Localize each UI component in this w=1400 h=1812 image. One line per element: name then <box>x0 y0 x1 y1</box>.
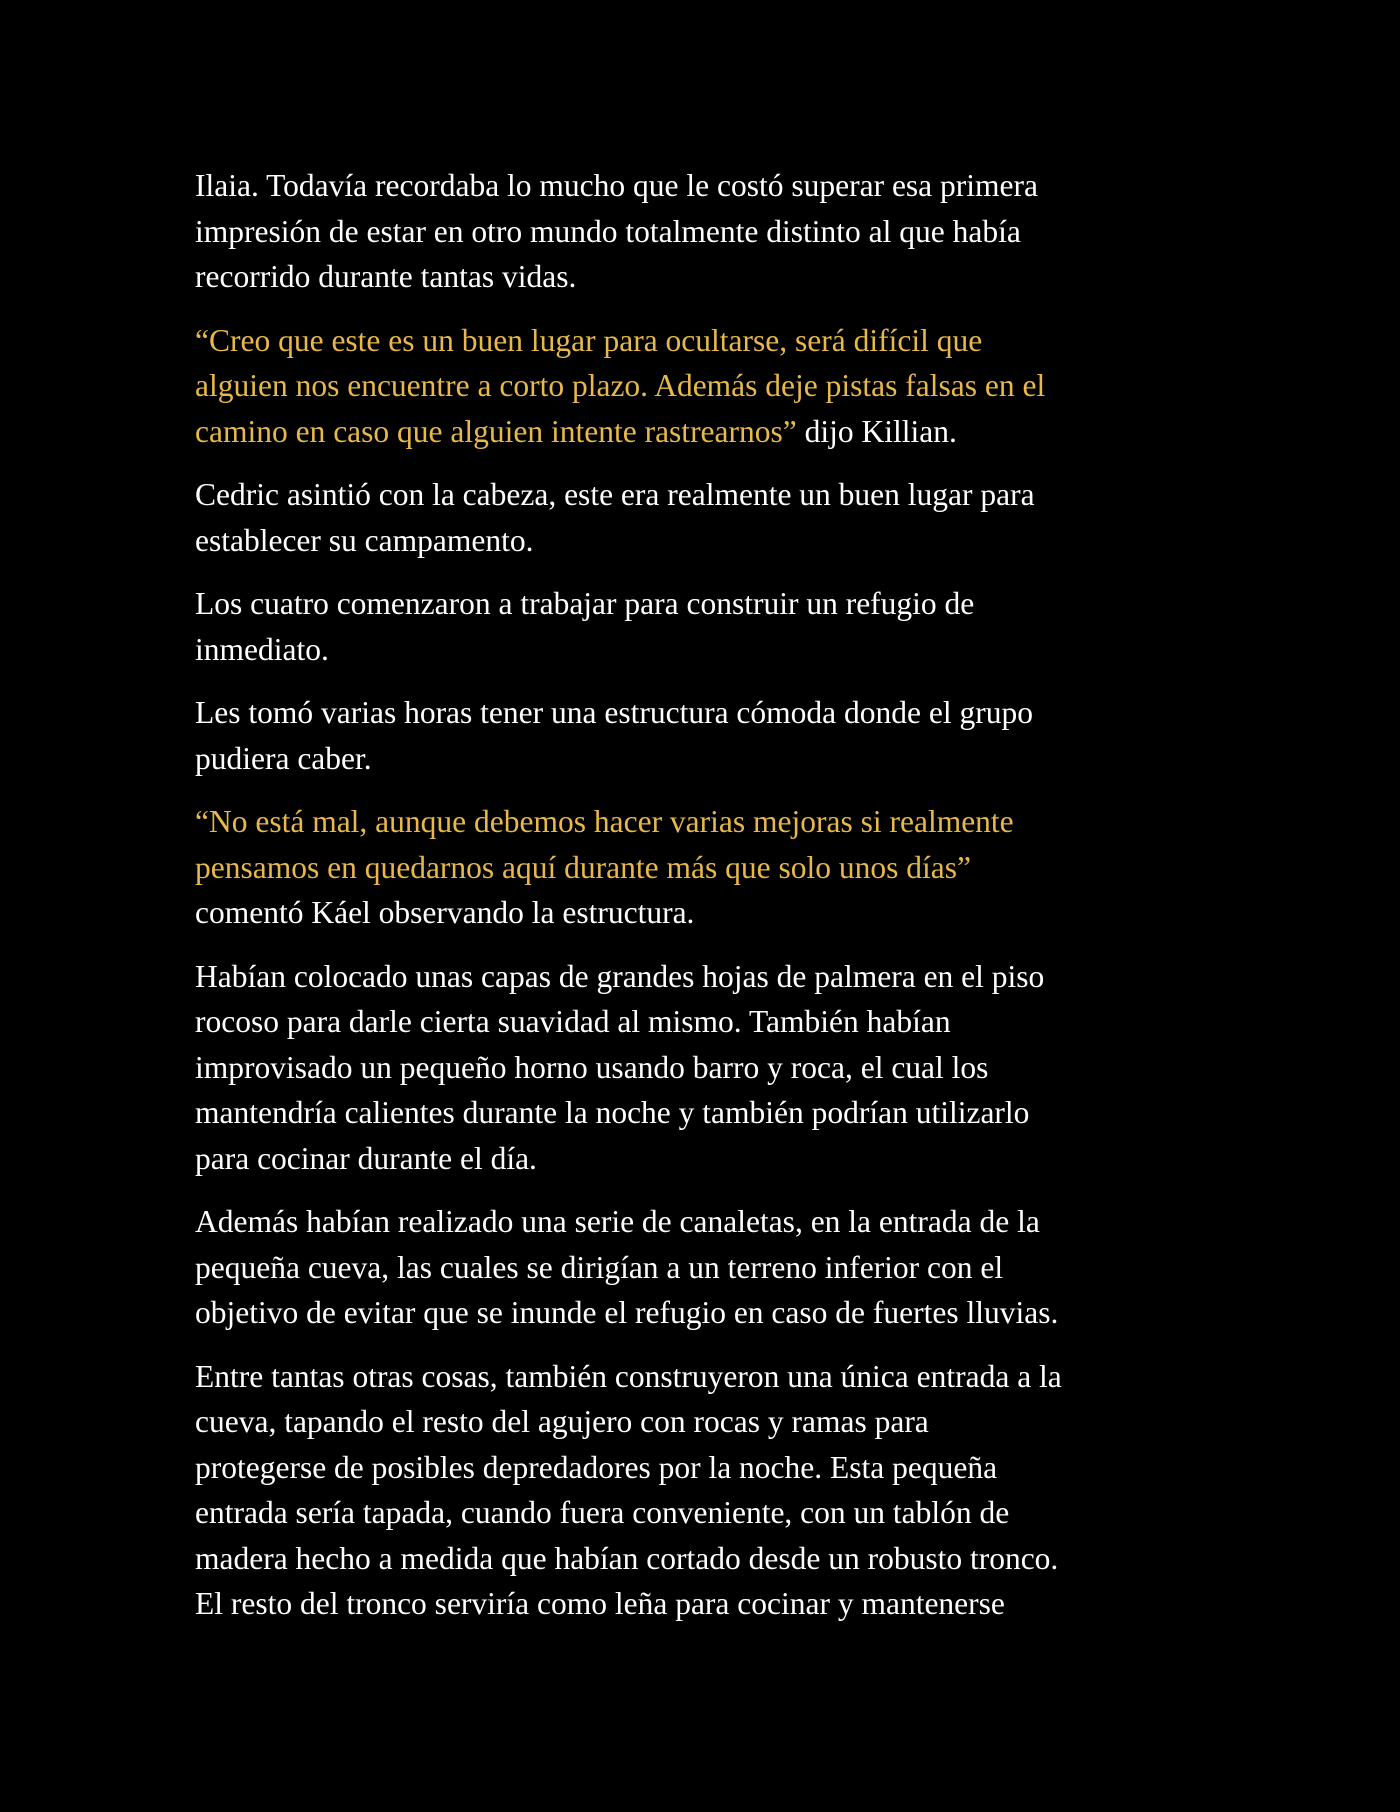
narration-text: Ilaia. Todavía recordaba lo mucho que le costó superar esa primera impresión de estar en otro mundo totalmente distinto al que había recorrido durante tantas vidas. <box>195 168 1038 294</box>
paragraph <box>195 1354 1215 1627</box>
narration-text: Habían colocado unas capas de grandes hojas de palmera en el piso rocoso para darle cierta suavidad al mismo. También habían improvisado un pequeño horno usando barro y roca, el cual los mantendría calientes durante la noche y también podrían utilizarlo para cocinar durante el día. <box>195 958 1045 1176</box>
paragraph <box>195 163 1215 300</box>
narration-text: Cedric asintió con la cabeza, este era realmente un buen lugar para establecer su campamento. <box>195 477 1035 558</box>
dialogue-text: “Creo que este es un buen lugar para ocultarse, será difícil que alguien nos encuentre a corto plazo. Además deje pistas falsas en el camino en caso que alguien intente rastrearnos” <box>195 322 1046 449</box>
narration-text: comentó Káel observando la estructura. <box>195 895 695 930</box>
narration-text: Les tomó varias horas tener una estructura cómoda donde el grupo pudiera caber. <box>195 695 1033 776</box>
narration-text: dijo Killian. <box>796 413 957 449</box>
paragraph <box>195 799 1215 936</box>
narration-text: Los cuatro comenzaron a trabajar para construir un refugio de inmediato. <box>195 586 975 667</box>
paragraph <box>195 318 1215 455</box>
document-page <box>195 163 1215 1645</box>
paragraph <box>195 954 1215 1182</box>
narration-text: Entre tantas otras cosas, también construyeron una única entrada a la cueva, tapando el resto del agujero con rocas y ramas para protegerse de posibles depredadores por la noche. Esta pequeña entrada sería tapada, cuando fuera conveniente, con un tablón de madera hecho a medida que habían cortado desde un robusto tronco. El resto del tronco serviría como leña para cocinar y mantenerse <box>195 1358 1062 1621</box>
dialogue-text: “No está mal, aunque debemos hacer varias mejoras si realmente pensamos en quedarnos aquí durante más que solo unos días” <box>195 804 1014 885</box>
paragraph <box>195 690 1215 781</box>
paragraph <box>195 1199 1215 1336</box>
narration-text: Además habían realizado una serie de canaletas, en la entrada de la pequeña cueva, las cuales se dirigían a un terreno inferior con el objetivo de evitar que se inunde el refugio en caso de fuertes lluvias. <box>195 1204 1059 1330</box>
paragraph <box>195 581 1215 672</box>
paragraph <box>195 472 1215 563</box>
